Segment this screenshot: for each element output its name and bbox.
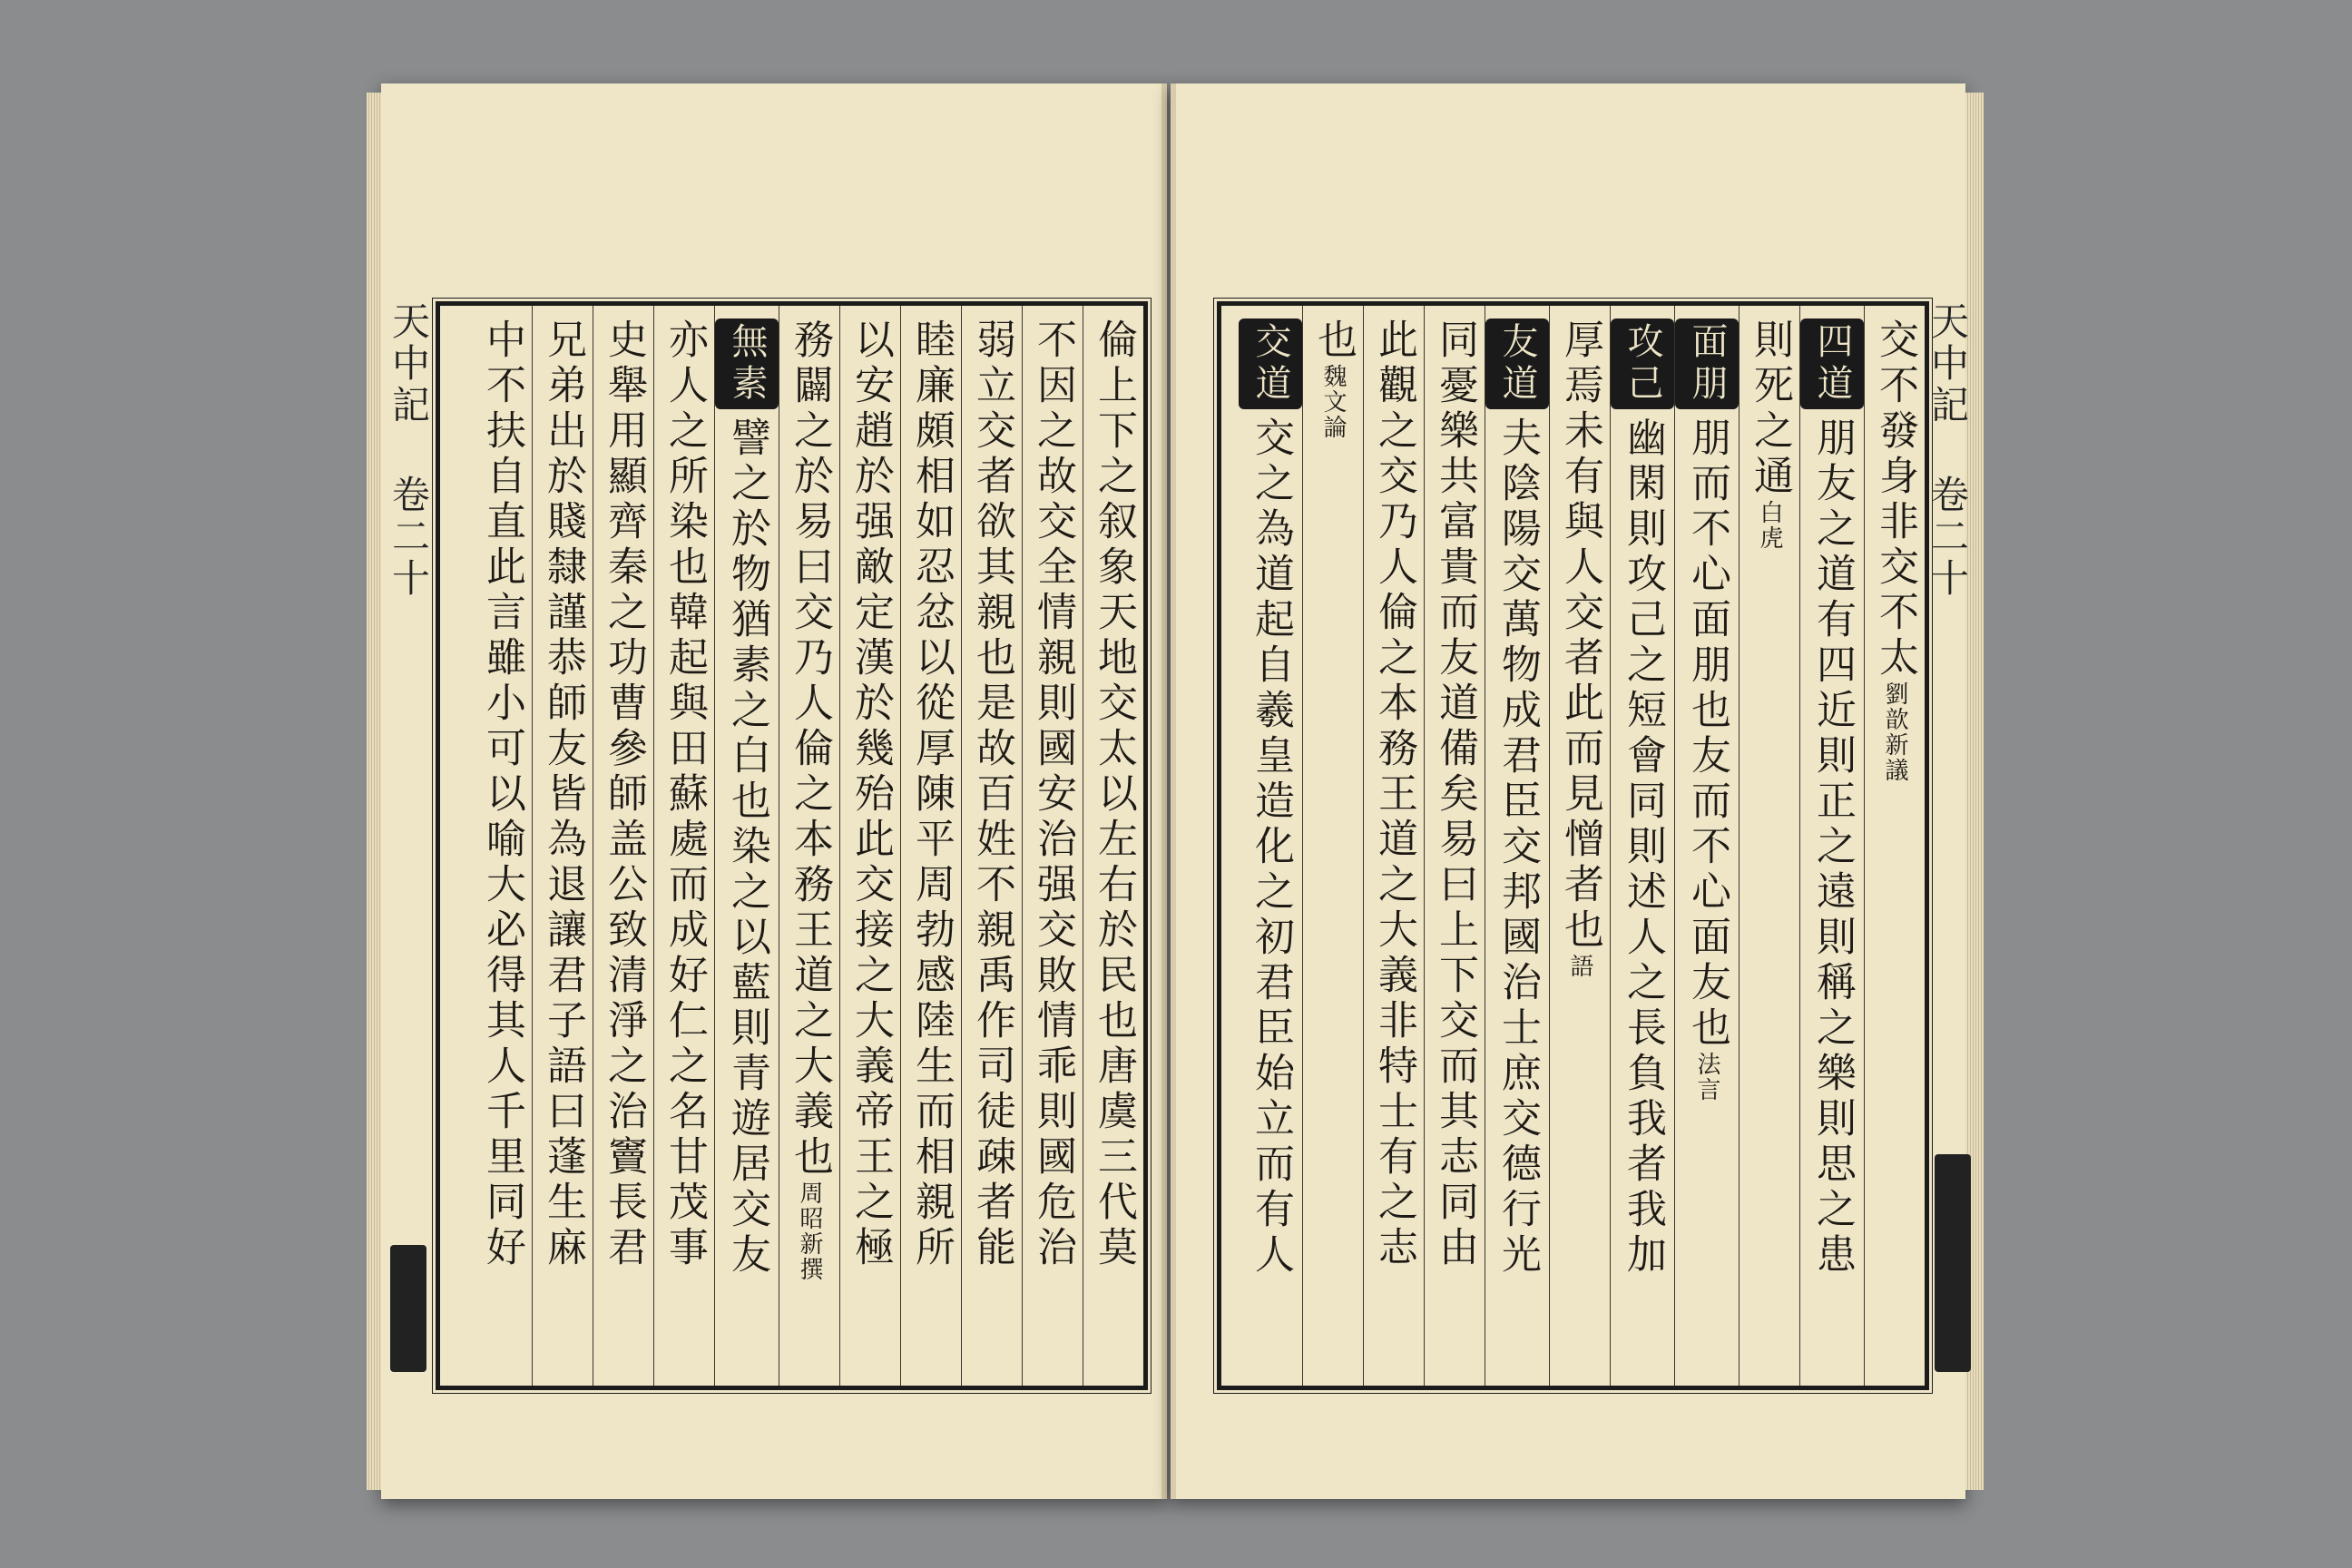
text-column bbox=[1864, 306, 1925, 1386]
right-columns bbox=[1221, 306, 1925, 1386]
topic-tag: 友道 bbox=[1485, 318, 1549, 409]
ink-smudge bbox=[390, 1245, 426, 1372]
column-text: 此觀之交乃人倫之本務王道之大義非特士有之志 bbox=[1371, 318, 1417, 1271]
text-column bbox=[653, 306, 714, 1386]
left-margin-label: 天中記 卷二十 bbox=[387, 301, 431, 600]
topic-tag: 交道 bbox=[1239, 318, 1302, 409]
text-column bbox=[900, 306, 961, 1386]
text-column bbox=[1239, 306, 1302, 1386]
column-text: 務闢之於易曰交乃人倫之本務王道之大義也 bbox=[787, 318, 833, 1181]
text-column bbox=[1302, 306, 1363, 1386]
ink-smudge bbox=[1935, 1154, 1971, 1372]
text-column bbox=[1485, 306, 1549, 1386]
column-text: 交之為道起自羲皇造化之初君臣始立而有人 bbox=[1248, 416, 1294, 1279]
source-note: 語 bbox=[1566, 954, 1593, 979]
column-text: 也 bbox=[1310, 318, 1357, 364]
column-text: 弱立交者欲其親也是故百姓不親禹作司徒疎者能 bbox=[969, 318, 1015, 1271]
text-column bbox=[1674, 306, 1739, 1386]
column-text: 朋友之道有四近則正之遠則稱之樂則思之患 bbox=[1809, 416, 1856, 1279]
text-column bbox=[1610, 306, 1674, 1386]
left-text-frame bbox=[436, 301, 1148, 1390]
column-text: 兄弟出於賤隸謹恭師友皆為退讓君子語曰蓬生麻 bbox=[540, 318, 586, 1271]
column-text: 夫陰陽交萬物成君臣交邦國治士庶交德行光 bbox=[1494, 416, 1541, 1279]
text-column bbox=[472, 306, 532, 1386]
text-column bbox=[532, 306, 593, 1386]
column-text: 史舉用顯齊秦之功曹參師盖公致清淨之治竇長君 bbox=[601, 318, 647, 1271]
text-column bbox=[1424, 306, 1485, 1386]
source-note: 法言 bbox=[1693, 1052, 1720, 1102]
right-text-frame bbox=[1217, 301, 1929, 1390]
text-column bbox=[593, 306, 653, 1386]
column-text: 以安趙於强敵定漢於幾殆此交接之大義帝王之極 bbox=[848, 318, 894, 1271]
text-column bbox=[1083, 306, 1143, 1386]
column-text: 朋而不心面朋也友而不心面友也 bbox=[1684, 416, 1730, 1052]
text-column bbox=[839, 306, 900, 1386]
text-column bbox=[714, 306, 779, 1386]
right-page bbox=[1171, 83, 1970, 1499]
text-column bbox=[779, 306, 839, 1386]
topic-tag: 面朋 bbox=[1675, 318, 1739, 409]
column-text: 中不扶自直此言雖小可以喻大必得其人千里同好 bbox=[479, 318, 525, 1271]
topic-tag: 無素 bbox=[715, 318, 779, 409]
column-text: 厚焉未有與人交者此而見憎者也 bbox=[1557, 318, 1603, 954]
text-column bbox=[1549, 306, 1610, 1386]
left-columns bbox=[440, 306, 1143, 1386]
column-text: 交不發身非交不太 bbox=[1872, 318, 1918, 681]
source-note: 魏文論 bbox=[1319, 364, 1347, 440]
left-page bbox=[381, 83, 1167, 1499]
text-column bbox=[1799, 306, 1864, 1386]
column-text: 同憂樂共富貴而友道備矣易曰上下交而其志同由 bbox=[1432, 318, 1478, 1271]
topic-tag: 攻己 bbox=[1611, 318, 1674, 409]
source-note: 周昭新撰 bbox=[796, 1181, 823, 1282]
topic-tag: 四道 bbox=[1800, 318, 1864, 409]
column-text: 幽閑則攻己之短會同則述人之長負我者我加 bbox=[1620, 416, 1666, 1279]
right-margin-label: 天中記 卷二十 bbox=[1926, 301, 1970, 600]
column-text: 睦廉頗相如忍忿以從厚陳平周勃感陸生而相親所 bbox=[908, 318, 955, 1271]
column-text: 亦人之所染也韓起與田蘇處而成好仁之名甘茂事 bbox=[662, 318, 708, 1271]
page-edge bbox=[367, 93, 381, 1490]
column-text: 不因之故交全情親則國安治强交敗情乖則國危治 bbox=[1030, 318, 1076, 1271]
column-text: 則死之通 bbox=[1747, 318, 1793, 500]
text-column bbox=[1363, 306, 1424, 1386]
text-column bbox=[1022, 306, 1083, 1386]
text-column bbox=[1739, 306, 1799, 1386]
column-text: 倫上下之叙象天地交太以左右於民也唐虞三代莫 bbox=[1091, 318, 1137, 1271]
column-text: 譬之於物猶素之白也染之以藍則青遊居交友 bbox=[724, 416, 770, 1279]
text-column bbox=[961, 306, 1022, 1386]
source-note: 劉歆新議 bbox=[1881, 681, 1908, 783]
open-book bbox=[381, 83, 1970, 1499]
source-note: 白虎 bbox=[1756, 500, 1783, 551]
